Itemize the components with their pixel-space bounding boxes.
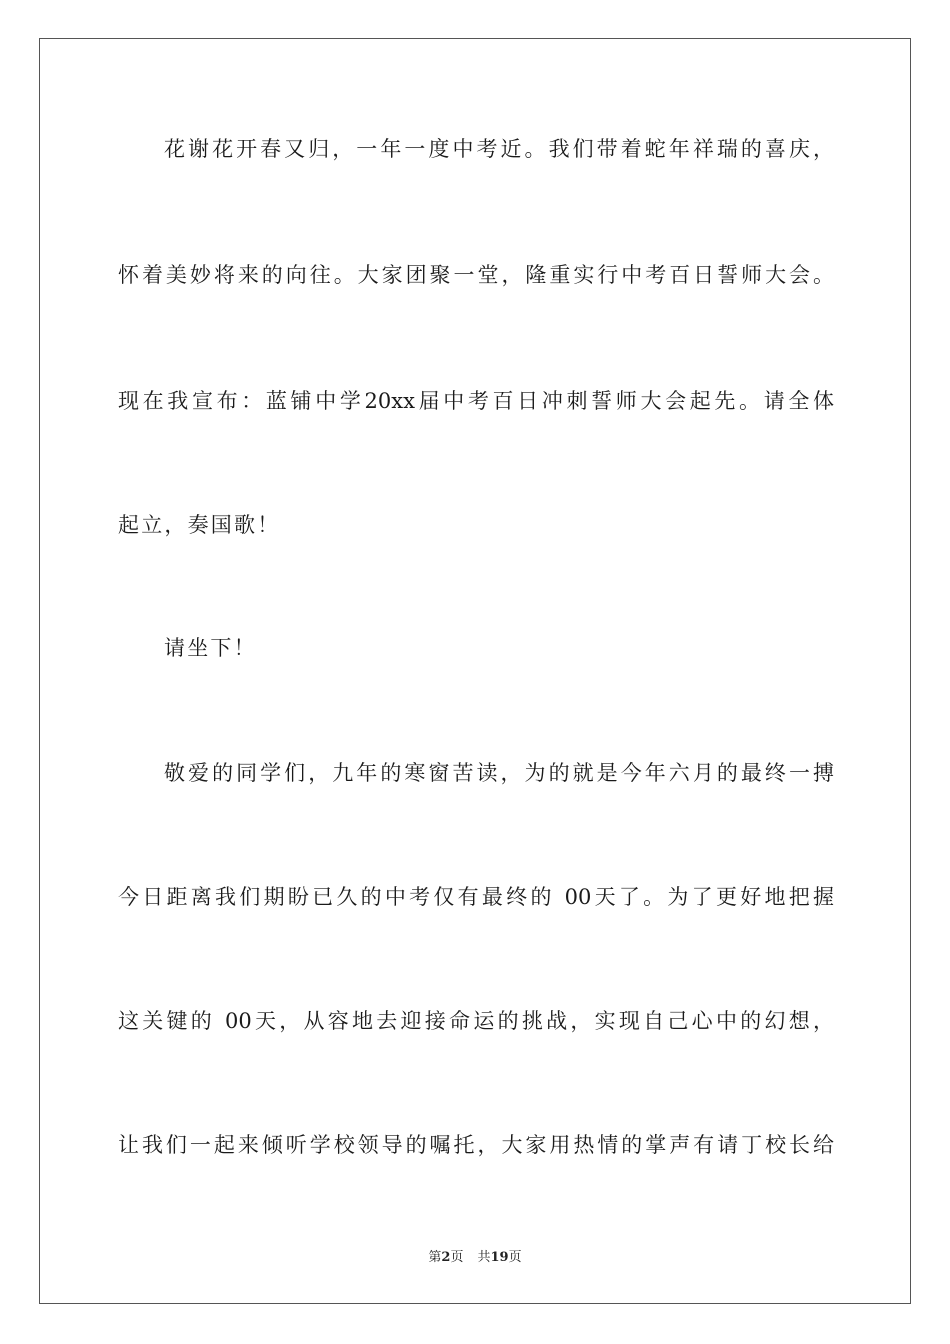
paragraph-1-line-4: 起立，奏国歌！ bbox=[118, 513, 281, 537]
page-border bbox=[39, 38, 911, 1304]
paragraph-1-line-3: 现在我宣布：蓝铺中学20xx届中考百日冲刺誓师大会起先。请全体 bbox=[118, 389, 834, 413]
paragraph-2-line-1: 请坐下！ bbox=[164, 636, 257, 660]
total-label-suffix: 页 bbox=[508, 1250, 522, 1265]
page-label-prefix: 第 bbox=[428, 1250, 442, 1265]
page-footer bbox=[0, 1249, 950, 1267]
current-page-number: 2 bbox=[441, 1250, 451, 1265]
total-page-count: 19 bbox=[490, 1250, 509, 1265]
paragraph-3-line-1: 敬爱的同学们，九年的寒窗苦读，为的就是今年六月的最终一搏 bbox=[164, 761, 834, 785]
paragraph-3-line-4: 让我们一起来倾听学校领导的嘱托，大家用热情的掌声有请丁校长给 bbox=[118, 1133, 834, 1157]
paragraph-1-line-2: 怀着美妙将来的向往。大家团聚一堂，隆重实行中考百日誓师大会。 bbox=[118, 263, 834, 287]
paragraph-3-line-3: 这关键的 00天，从容地去迎接命运的挑战，实现自己心中的幻想， bbox=[118, 1009, 834, 1033]
paragraph-3-line-2: 今日距离我们期盼已久的中考仅有最终的 00天了。为了更好地把握 bbox=[118, 885, 834, 909]
paragraph-1-line-1: 花谢花开春又归，一年一度中考近。我们带着蛇年祥瑞的喜庆， bbox=[164, 137, 834, 161]
total-label-prefix: 共 bbox=[477, 1250, 491, 1265]
page-label-suffix: 页 bbox=[450, 1250, 464, 1265]
